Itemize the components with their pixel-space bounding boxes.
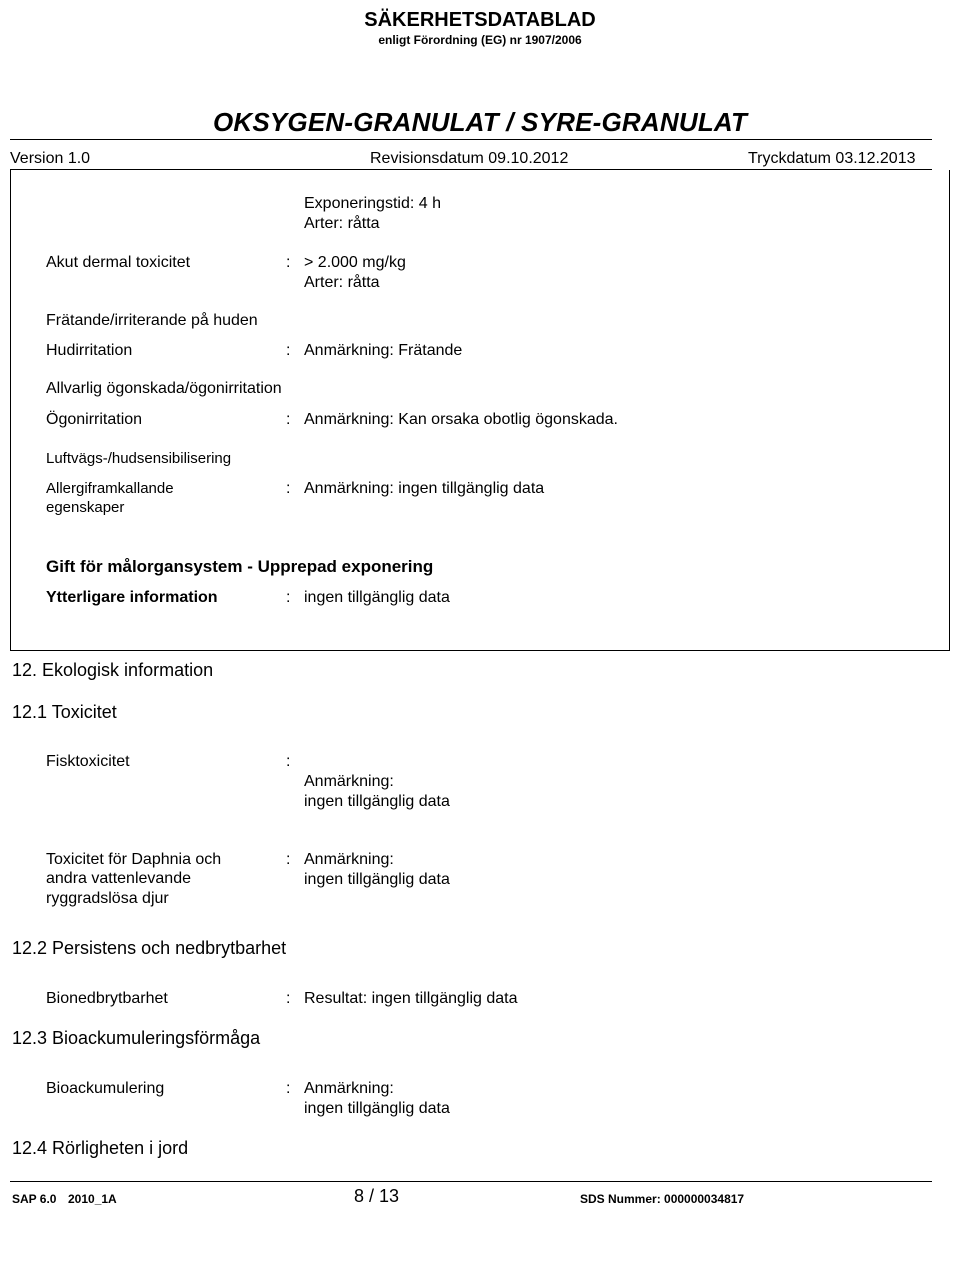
stot-colon: : bbox=[286, 589, 291, 606]
bioaccumulation-label: Bioackumulering bbox=[46, 1080, 165, 1097]
skin-value: Anmärkning: Frätande bbox=[304, 342, 463, 359]
exposure-time: Exponeringstid: 4 h bbox=[304, 195, 441, 212]
section-12-title: 12. Ekologisk information bbox=[12, 660, 214, 680]
biodegradability-value: Resultat: ingen tillgänglig data bbox=[304, 990, 518, 1007]
bioaccumulation-note: Anmärkning: bbox=[304, 1080, 394, 1097]
section-12-1-title: 12.1 Toxicitet bbox=[12, 702, 117, 722]
daphnia-note: Anmärkning: bbox=[304, 851, 394, 868]
daphnia-label-line1: Toxicitet för Daphnia och bbox=[46, 851, 222, 868]
fish-toxicity-value: ingen tillgänglig data bbox=[304, 793, 450, 810]
version-label: Version 1.0 bbox=[10, 150, 91, 167]
section-12-4-title: 12.4 Rörligheten i jord bbox=[12, 1138, 189, 1158]
acute-dermal-label: Akut dermal toxicitet bbox=[46, 254, 191, 271]
section-12-2-title: 12.2 Persistens och nedbrytbarhet bbox=[12, 938, 287, 958]
stot-label: Ytterligare information bbox=[46, 589, 218, 606]
sensitization-colon: : bbox=[286, 480, 291, 497]
document-title: SÄKERHETSDATABLAD bbox=[364, 9, 596, 31]
footer-sap: SAP 6.0 bbox=[12, 1192, 57, 1206]
footer-rule bbox=[10, 1181, 932, 1182]
eye-heading: Allvarlig ögonskada/ögonirritation bbox=[46, 380, 282, 397]
skin-heading: Frätande/irriterande på huden bbox=[46, 312, 258, 329]
acute-dermal-colon: : bbox=[286, 254, 291, 271]
eye-colon: : bbox=[286, 411, 291, 428]
biodegradability-label: Bionedbrytbarhet bbox=[46, 990, 168, 1007]
eye-label: Ögonirritation bbox=[46, 411, 143, 428]
product-name: OKSYGEN-GRANULAT / SYRE-GRANULAT bbox=[212, 107, 748, 137]
bioaccumulation-colon: : bbox=[286, 1080, 291, 1097]
header-rule-top bbox=[10, 139, 932, 140]
page-number: 8 / 13 bbox=[354, 1186, 400, 1206]
footer-code: 2010_1A bbox=[68, 1192, 117, 1206]
daphnia-colon: : bbox=[286, 851, 291, 868]
sds-number: SDS Nummer: 000000034817 bbox=[580, 1192, 745, 1206]
eye-value: Anmärkning: Kan orsaka obotlig ögonskada. bbox=[304, 411, 618, 428]
sensitization-label-line1: Allergiframkallande bbox=[46, 480, 174, 497]
fish-toxicity-note: Anmärkning: bbox=[304, 773, 394, 790]
sensitization-value: Anmärkning: ingen tillgänglig data bbox=[304, 480, 545, 497]
regulation-subtitle: enligt Förordning (EG) nr 1907/2006 bbox=[378, 33, 582, 47]
biodegradability-colon: : bbox=[286, 990, 291, 1007]
acute-dermal-species: Arter: råtta bbox=[304, 274, 380, 291]
bioaccumulation-value: ingen tillgänglig data bbox=[304, 1100, 450, 1117]
print-date: Tryckdatum 03.12.2013 bbox=[748, 150, 916, 167]
acute-dermal-value: > 2.000 mg/kg bbox=[304, 254, 406, 271]
daphnia-label-line3: ryggradslösa djur bbox=[46, 890, 169, 907]
skin-label: Hudirritation bbox=[46, 342, 133, 359]
revision-date: Revisionsdatum 09.10.2012 bbox=[370, 150, 569, 167]
daphnia-value: ingen tillgänglig data bbox=[304, 871, 450, 888]
stot-value: ingen tillgänglig data bbox=[304, 589, 450, 606]
daphnia-label-line2: andra vattenlevande bbox=[46, 870, 191, 887]
fish-toxicity-colon: : bbox=[286, 753, 291, 770]
fish-toxicity-label: Fisktoxicitet bbox=[46, 753, 130, 770]
exposure-species: Arter: råtta bbox=[304, 215, 380, 232]
sensitization-label-line2: egenskaper bbox=[46, 499, 125, 516]
section-12-3-title: 12.3 Bioackumuleringsförmåga bbox=[12, 1028, 261, 1048]
skin-colon: : bbox=[286, 342, 291, 359]
sensitization-heading: Luftvägs-/hudsensibilisering bbox=[46, 450, 232, 467]
stot-heading: Gift för målorgansystem - Upprepad exponering bbox=[46, 557, 434, 576]
